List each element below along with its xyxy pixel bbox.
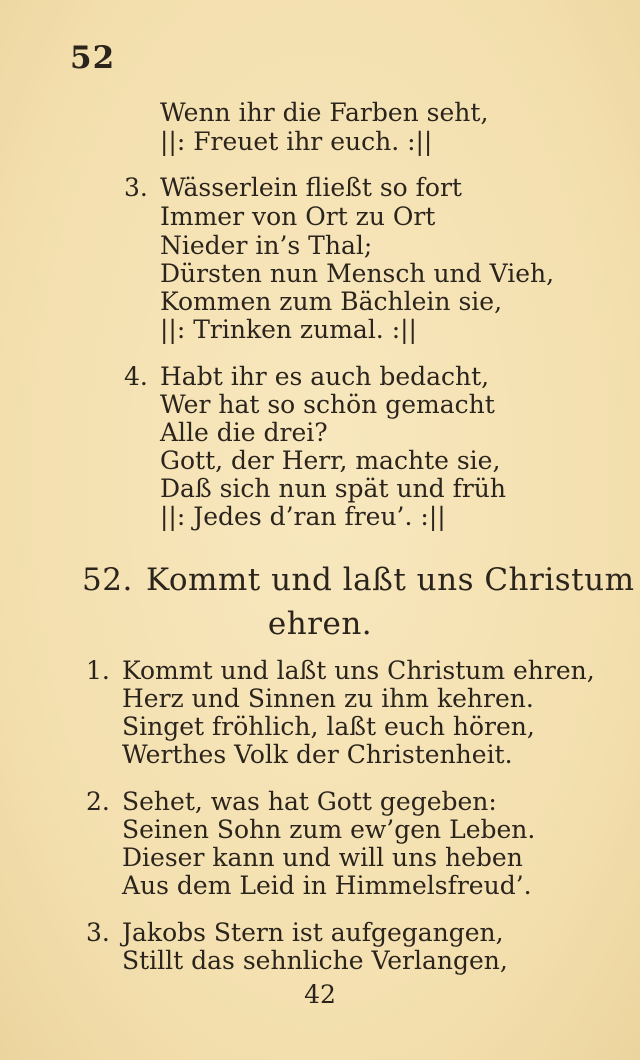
verse-line: Dürsten nun Mensch und Vieh, [160,259,555,288]
verse-line: Singet fröhlich, laßt euch hören, [122,712,535,741]
page-header-number: 52 [70,40,116,76]
verse-line: Kommen zum Bächlein sie, [160,287,503,316]
hymn-title: Kommt und laßt uns Christum [146,562,635,598]
verse-line: Nieder in’s Thal; [160,231,373,260]
verse-line: Wenn ihr die Farben seht, [160,98,489,127]
verse-number: 2. [86,787,110,816]
verse-line: Wässerlein fließt so fort [160,173,462,202]
verse-line: ||: Freuet ihr euch. :|| [160,127,433,156]
verse-line: Stillt das sehnliche Verlangen, [122,946,508,975]
verse-line: Werthes Volk der Christenheit. [122,740,513,769]
verse-line: ||: Jedes d’ran freu’. :|| [160,502,446,531]
verse-number: 4. [124,362,148,391]
verse-line: Jakobs Stern ist aufgegangen, [122,918,504,947]
verse-line: Aus dem Leid in Himmelsfreud’. [122,871,532,900]
verse-line: Habt ihr es auch bedacht, [160,362,490,391]
verse-line: Wer hat so schön gemacht [160,390,495,419]
verse-line: ||: Trinken zumal. :|| [160,315,417,344]
verse-line: Dieser kann und will uns heben [122,843,523,872]
verse-line: Gott, der Herr, machte sie, [160,446,501,475]
verse-line: Daß sich nun spät und früh [160,474,507,503]
verse-number: 3. [124,173,148,202]
hymn-number: 52. [82,562,133,598]
verse-line: Alle die drei? [160,418,328,447]
page-footer-number: 42 [304,980,336,1009]
verse-number: 3. [86,918,110,947]
verse-line: Kommt und laßt uns Christum ehren, [122,656,595,685]
verse-line: Herz und Sinnen zu ihm kehren. [122,684,534,713]
verse-line: Immer von Ort zu Ort [160,202,436,231]
verse-line: Sehet, was hat Gott gegeben: [122,787,497,816]
verse-number: 1. [86,656,110,685]
hymn-title-continued: ehren. [267,606,373,642]
verse-line: Seinen Sohn zum ew’gen Leben. [122,815,536,844]
